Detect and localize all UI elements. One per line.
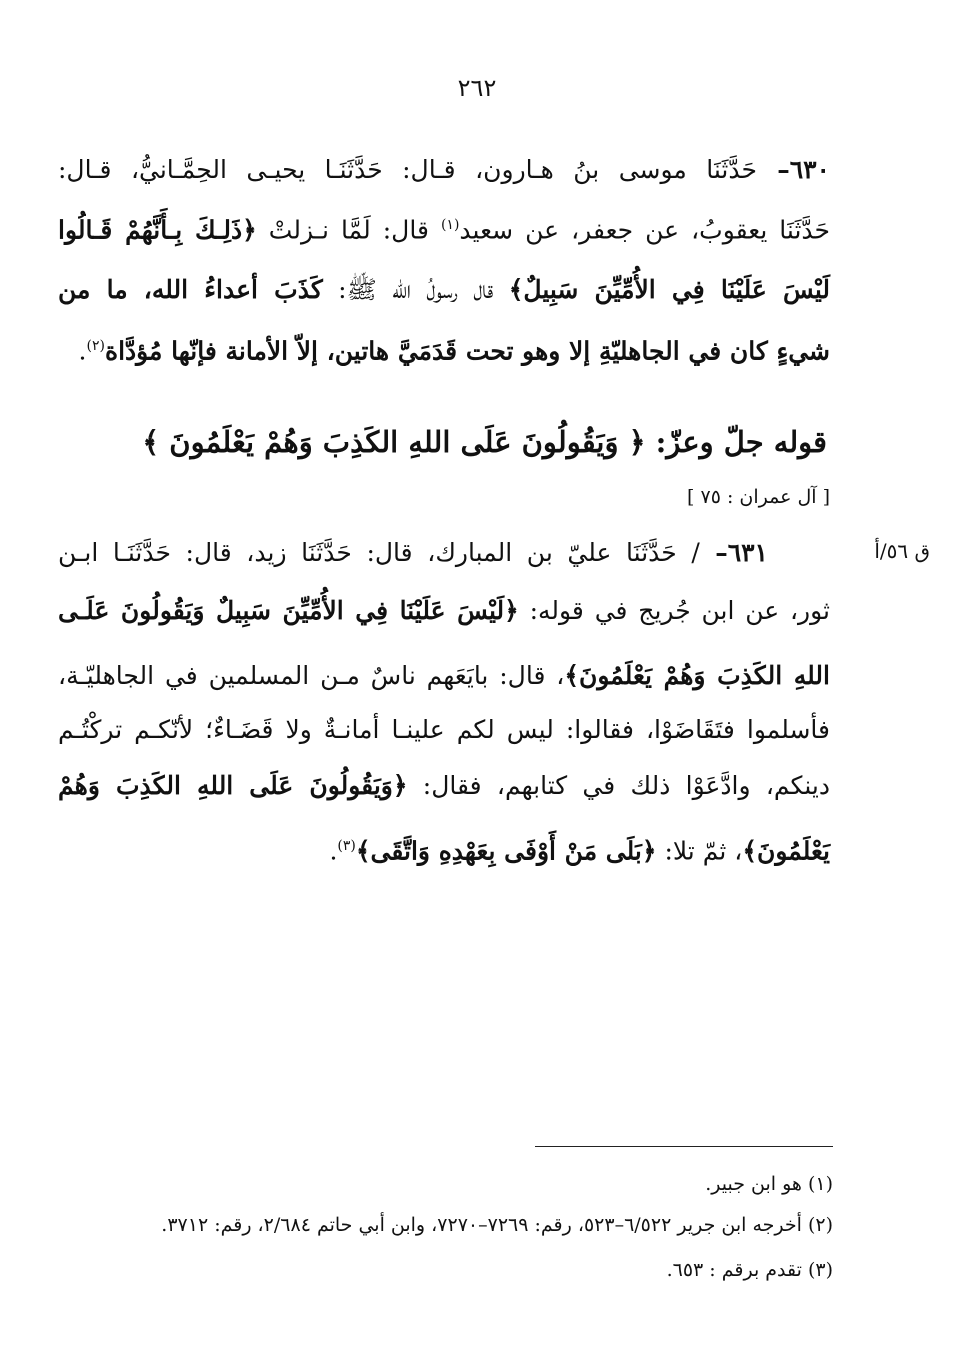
hadith-630-line-1 xyxy=(58,150,830,190)
hadith-text: قال: لَمَّا نـزلتْ xyxy=(256,215,441,245)
hadith-631-line-3 xyxy=(58,656,830,696)
prophetic-saying: شيءٍ كان في الجاهليّةِ إلا وهو تحت قَدَمَيَّ هاتين، إلاّ الأمانة فإنّها مُؤدَّاة xyxy=(104,336,830,366)
hadith-631-line-4 xyxy=(58,710,830,750)
heading-verse: ﴿ وَيَقُولُونَ عَلَى اللهِ الكَذِبَ وَهُمْ يَعْلَمُونَ ﴾ xyxy=(142,425,646,459)
hadith-number: ٦٣٠– xyxy=(756,155,830,184)
quran-quote: اللهِ الكَذِبَ وَهُمْ يَعْلَمُونَ﴾ xyxy=(564,661,830,690)
hadith-631-line-1 xyxy=(58,533,768,573)
footnote-marker: (٢) xyxy=(86,338,105,354)
manuscript-folio-note: ق ٥٦/أ xyxy=(874,539,930,563)
quran-quote: يَعْلَمُونَ﴾ xyxy=(742,836,830,866)
verse-reference: [ آل عمران : ٧٥ ] xyxy=(687,486,830,508)
footnote-3: (٣) تقدم برقم : ٦٥٣. xyxy=(666,1259,833,1281)
section-heading xyxy=(142,419,827,465)
footnote-marker: (٣) xyxy=(337,838,356,854)
footnote-marker: (١) xyxy=(440,217,460,233)
quran-quote: ﴿وَيَقُولُونَ عَلَى اللهِ الكَذِبَ وَهُمْ xyxy=(58,771,408,800)
hadith-text: / حَدَّثَنَا عليّ بن المبارك، قال: حَدَّثَنَا زيد، قال: حَدَّثَنَـا ابـن xyxy=(58,538,700,567)
quran-quote: ﴿لَيْسَ عَلَيْنَا فِي الأُمِّيِّنَ سَبِيلٌ وَيَقُولُونَ عَلَـى xyxy=(58,596,519,625)
footnote-1: (١) هو ابن جبير. xyxy=(705,1173,833,1195)
hadith-text: حَدَّثَنَا موسى بنُ هـارون، قـال: حَدَّثَنَـا يحيـى الحِمَّـانيُّ، قـال: xyxy=(58,155,757,184)
quran-quote: ﴿بَلَى مَنْ أَوْفَى بِعَهْدِهِ وَاتَّقَى﴾ xyxy=(355,836,657,866)
footnote-2: (٢) أخرجه ابن جرير ٦/٥٢٢–٥٢٣، رقم: ٧٢٦٩–٧٢٧٠، وابن أبي حاتم ٢/٦٨٤، رقم: ٣٧١٢. xyxy=(161,1214,833,1236)
hadith-630-line-2 xyxy=(58,205,830,250)
page-number: ٢٦٢ xyxy=(457,74,497,102)
heading-text: قوله جلّ وعزّ: xyxy=(645,425,827,459)
hadith-631-line-2 xyxy=(58,591,830,631)
prophetic-saying: كَذَبَ أعداءُ الله، ما من xyxy=(58,275,323,304)
hadith-text: حَدَّثَنَا يعقوبُ، عن جعفر، عن سعيد xyxy=(459,215,830,245)
hadith-number: ٦٣١– xyxy=(699,538,768,567)
punctuation: . xyxy=(78,336,87,366)
hadith-text: فأسلموا فتَقَاضَوْا، فقالوا: ليس لكم علينـا أمانـةٌ ولا قَضَـاءٌ؛ لأنّكـم تركْتُـم xyxy=(58,715,830,744)
hadith-text: ، قال: بايَعَهم ناسٌ مـن المسلمين في الجاهليّـة، xyxy=(58,661,565,690)
hadith-630-line-4 xyxy=(79,326,830,371)
hadith-630-line-3 xyxy=(58,270,830,310)
footnote-separator xyxy=(535,1146,833,1147)
hadith-631-line-6 xyxy=(329,826,830,871)
hadith-631-line-5 xyxy=(58,766,830,806)
hadith-text: دينكم، وادَّعَوْا ذلك في كتابهم، فقال: xyxy=(407,771,830,800)
quran-quote: ﴿ذَلِـكَ بِـأَنَّهُمْ قَـالُوا xyxy=(58,215,257,245)
hadith-text: قال رسولُ الله ﷺ: xyxy=(322,275,509,304)
punctuation: . xyxy=(329,836,338,866)
hadith-text: ، ثمّ تلا: xyxy=(656,836,743,866)
hadith-text: ثور، عن ابن جُريج في قوله: xyxy=(518,596,830,625)
quran-quote: لَيْسَ عَلَيْنَا فِي الأُمِّيِّنَ سَبِيلٌ﴾ xyxy=(508,275,831,304)
